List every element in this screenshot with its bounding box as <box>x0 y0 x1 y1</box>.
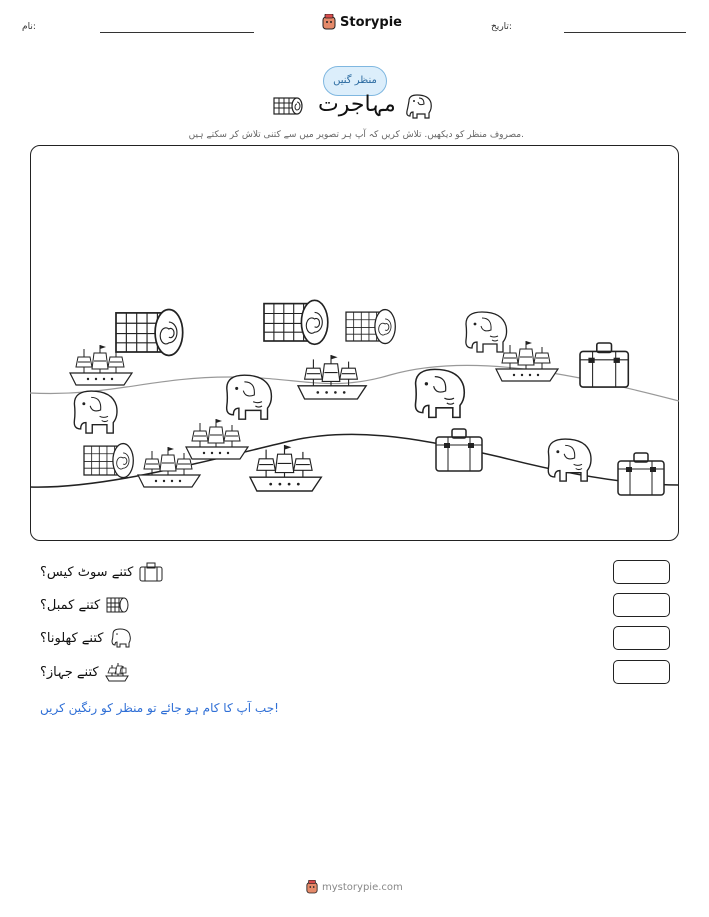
elephant-icon <box>109 628 133 648</box>
question-label: کتنے جہاز؟ <box>40 664 99 680</box>
name-line[interactable] <box>100 32 254 33</box>
question-elephant <box>40 628 133 648</box>
elephant-icon <box>74 391 117 433</box>
elephant-icon <box>415 369 464 417</box>
scene-illustration <box>30 145 679 541</box>
brand-logo <box>322 14 402 30</box>
ship-icon <box>496 341 558 381</box>
blanket-icon <box>272 95 304 117</box>
answer-box-ship[interactable] <box>613 660 670 684</box>
answer-box-suitcase[interactable] <box>613 560 670 584</box>
date-label: تاریخ: <box>491 22 512 32</box>
storypie-mascot-icon <box>306 880 318 894</box>
date-line[interactable] <box>564 32 686 33</box>
blanket-icon <box>116 309 183 355</box>
question-ship <box>40 662 129 682</box>
answer-box-blanket[interactable] <box>613 593 670 617</box>
blanket-icon <box>84 444 133 478</box>
question-blanket <box>40 595 130 615</box>
activity-badge: منظر گنیں <box>323 66 387 96</box>
elephant-icon <box>403 93 437 119</box>
suitcase-icon <box>436 429 482 471</box>
suitcase-icon <box>580 343 628 387</box>
ship-icon <box>105 662 129 682</box>
blanket-icon <box>106 595 130 615</box>
scene-frame <box>30 145 679 541</box>
brand-name: Storypie <box>340 14 402 30</box>
storypie-mascot-icon <box>322 14 336 30</box>
instructions: مصروف منظر کو دیکھیں. تلاش کریں کہ آپ ہر تصویر میں سے کتنی تلاش کر سکتے ہیں. <box>188 130 524 140</box>
footer-url[interactable]: mystorypie.com <box>322 881 403 893</box>
elephant-icon <box>466 312 507 352</box>
ship-icon <box>298 355 366 399</box>
question-suitcase <box>40 562 163 582</box>
suitcase-icon <box>618 453 664 495</box>
blanket-icon <box>264 300 328 344</box>
answer-box-elephant[interactable] <box>613 626 670 650</box>
page-title: مہاجرت <box>318 92 396 117</box>
question-label: کتنے سوٹ کیس؟ <box>40 564 134 580</box>
ship-icon <box>250 445 321 491</box>
ship-icon <box>186 419 248 459</box>
blanket-icon <box>346 310 395 344</box>
question-label: کتنے کھلونا؟ <box>40 630 104 646</box>
name-label: نام: <box>22 22 36 32</box>
question-label: کتنے کمبل؟ <box>40 597 101 613</box>
coloring-note: جب آپ کا کام ہو جائے تو منظر کو رنگین کریں! <box>40 701 279 715</box>
elephant-icon <box>227 375 272 419</box>
suitcase-icon <box>139 562 163 582</box>
elephant-icon <box>548 439 591 481</box>
footer <box>306 880 403 894</box>
